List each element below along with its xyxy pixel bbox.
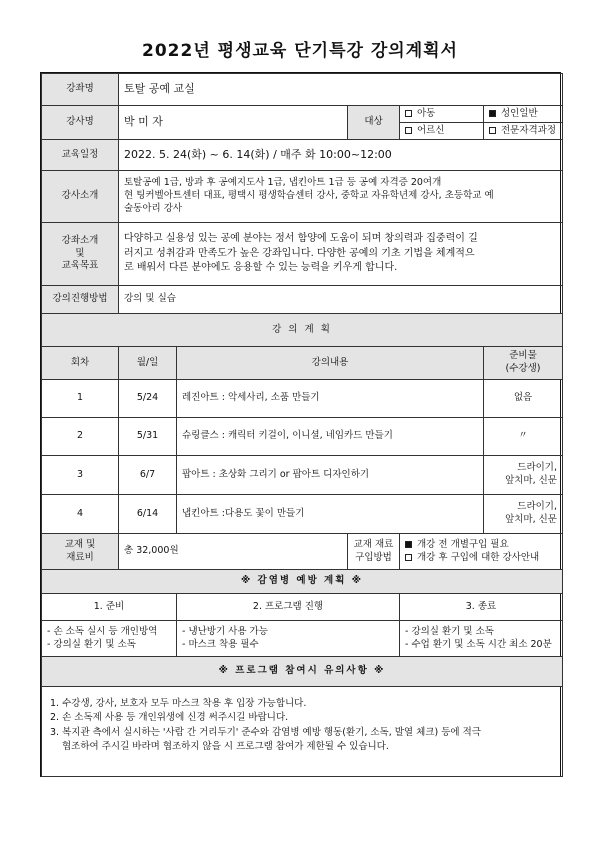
notice-header-row <box>42 657 563 687</box>
target-option-adult[interactable]: 성인일반 <box>484 106 563 123</box>
plan-row-content: 팝아트 : 초상화 그리기 or 팝아트 디자인하기 <box>177 456 484 495</box>
target-option-professional[interactable]: 전문자격과정 <box>484 123 563 140</box>
plan-header: 강 의 계 획 <box>42 314 563 347</box>
fees-label: 교재 및 재료비 <box>42 534 119 570</box>
prevention-col-progress: 2. 프로그램 진행 <box>177 594 400 621</box>
goal-row <box>42 223 563 286</box>
notice-body-row <box>42 687 563 777</box>
plan-row-supply: 없음 <box>484 380 563 418</box>
schedule-row <box>42 140 563 171</box>
plan-row-date: 6/7 <box>119 456 177 495</box>
plan-col-supply: 준비물 (수강생) <box>484 347 563 380</box>
plan-row <box>42 380 563 418</box>
plan-row-supply: 드라이기, 앞치마, 신문 <box>484 495 563 534</box>
intro-label: 강사소개 <box>42 171 119 223</box>
notice-body: 1. 수강생, 강사, 보호자 모두 마스크 착용 후 입장 가능합니다. 2. 손 소독제 사용 등 개인위생에 신경 써주시길 바랍니다. 3. 복지관 측에서 실시하는 '사람 간 거리두기' 준수와 감염병 예방 행동(환기, 소독, 발열 체크) 등에 적극 협조하여 주시길 바라며 협조하지 않을 시 프로그램 참여가 제한될 수 있습니다. <box>42 687 563 777</box>
plan-row <box>42 418 563 456</box>
target-label: 대상 <box>348 106 400 140</box>
lecture-plan-table <box>41 73 563 777</box>
prevention-header: ※ 감염병 예방 계획 ※ <box>42 570 563 594</box>
checkbox-icon <box>405 554 412 561</box>
instructor-label: 강사명 <box>42 106 119 140</box>
plan-row <box>42 456 563 495</box>
goal-label: 강좌소개 및 교육목표 <box>42 223 119 286</box>
plan-row-date: 5/31 <box>119 418 177 456</box>
plan-row-no: 1 <box>42 380 119 418</box>
buy-method-label: 교재 재료 구입방법 <box>348 534 400 570</box>
fees-row <box>42 534 563 570</box>
method-row <box>42 286 563 314</box>
plan-row <box>42 495 563 534</box>
plan-row-content: 레진아트 : 악세사리, 소품 만들기 <box>177 380 484 418</box>
instructor-row <box>42 106 563 123</box>
course-label: 강좌명 <box>42 74 119 106</box>
document-title: 2022년 평생교육 단기특강 강의계획서 <box>142 41 458 61</box>
target-option-child[interactable]: 아동 <box>400 106 484 123</box>
instructor-value: 박 미 자 <box>119 106 348 140</box>
checkbox-checked-icon <box>489 110 496 117</box>
plan-row-supply: 〃 <box>484 418 563 456</box>
intro-value: 토탈공예 1급, 방과 후 공예지도사 1급, 냅킨아트 1급 등 공예 자격증 20여개 현 팅커벨아트센터 대표, 평택시 평생학습센터 강사, 중학교 자유학년제 강사, 초등학교 예 술동아리 강사 <box>119 171 563 223</box>
schedule-label: 교육일정 <box>42 140 119 171</box>
target-option-senior[interactable]: 어르신 <box>400 123 484 140</box>
course-row <box>42 74 563 106</box>
notice-header: ※ 프로그램 참여시 유의사항 ※ <box>42 657 563 687</box>
checkbox-icon <box>405 127 412 134</box>
plan-row-no: 4 <box>42 495 119 534</box>
course-value: 토탈 공예 교실 <box>119 74 563 106</box>
checkbox-checked-icon <box>405 541 412 548</box>
plan-col-date: 월/일 <box>119 347 177 380</box>
checkbox-icon <box>489 127 496 134</box>
prevention-items-prepare: - 손 소독 실시 등 개인방역 - 강의실 환기 및 소독 <box>42 621 177 657</box>
prevention-header-row <box>42 570 563 594</box>
buy-option-after[interactable]: 개강 후 구입에 대한 강사안내 <box>405 552 557 565</box>
goal-value: 다양하고 실용성 있는 공예 분야는 정서 함양에 도움이 되며 창의력과 집중력이 길 러지고 성취감과 만족도가 높은 강좌입니다. 다양한 공예의 기초 기법을 체계적으 로 배워서 다른 분야에도 응용할 수 있는 능력을 키우게 합니다. <box>119 223 563 286</box>
plan-header-row <box>42 314 563 347</box>
prevention-columns-row <box>42 594 563 621</box>
fees-value: 총 32,000원 <box>119 534 348 570</box>
buy-option-before[interactable]: 개강 전 개별구입 필요 <box>405 539 557 552</box>
method-value: 강의 및 실습 <box>119 286 563 314</box>
plan-row-no: 2 <box>42 418 119 456</box>
plan-col-no: 회차 <box>42 347 119 380</box>
plan-row-no: 3 <box>42 456 119 495</box>
prevention-items-row <box>42 621 563 657</box>
plan-row-date: 6/14 <box>119 495 177 534</box>
prevention-items-end: - 강의실 환기 및 소독 - 수업 환기 및 소독 시간 최소 20분 <box>400 621 563 657</box>
prevention-col-prepare: 1. 준비 <box>42 594 177 621</box>
plan-col-content: 강의내용 <box>177 347 484 380</box>
lecture-plan-form <box>40 72 561 777</box>
plan-columns-row <box>42 347 563 380</box>
schedule-value: 2022. 5. 24(화) ~ 6. 14(화) / 매주 화 10:00~12:00 <box>119 140 563 171</box>
prevention-col-end: 3. 종료 <box>400 594 563 621</box>
checkbox-icon <box>405 110 412 117</box>
prevention-items-progress: - 냉난방기 사용 가능 - 마스크 착용 필수 <box>177 621 400 657</box>
plan-row-content: 냅킨아트 :다용도 꽃이 만들기 <box>177 495 484 534</box>
plan-row-supply: 드라이기, 앞치마, 신문 <box>484 456 563 495</box>
buy-method-options <box>400 534 563 570</box>
intro-row <box>42 171 563 223</box>
method-label: 강의진행방법 <box>42 286 119 314</box>
plan-row-date: 5/24 <box>119 380 177 418</box>
plan-row-content: 슈링클스 : 캐릭터 키걸이, 이니셜, 네임카드 만들기 <box>177 418 484 456</box>
